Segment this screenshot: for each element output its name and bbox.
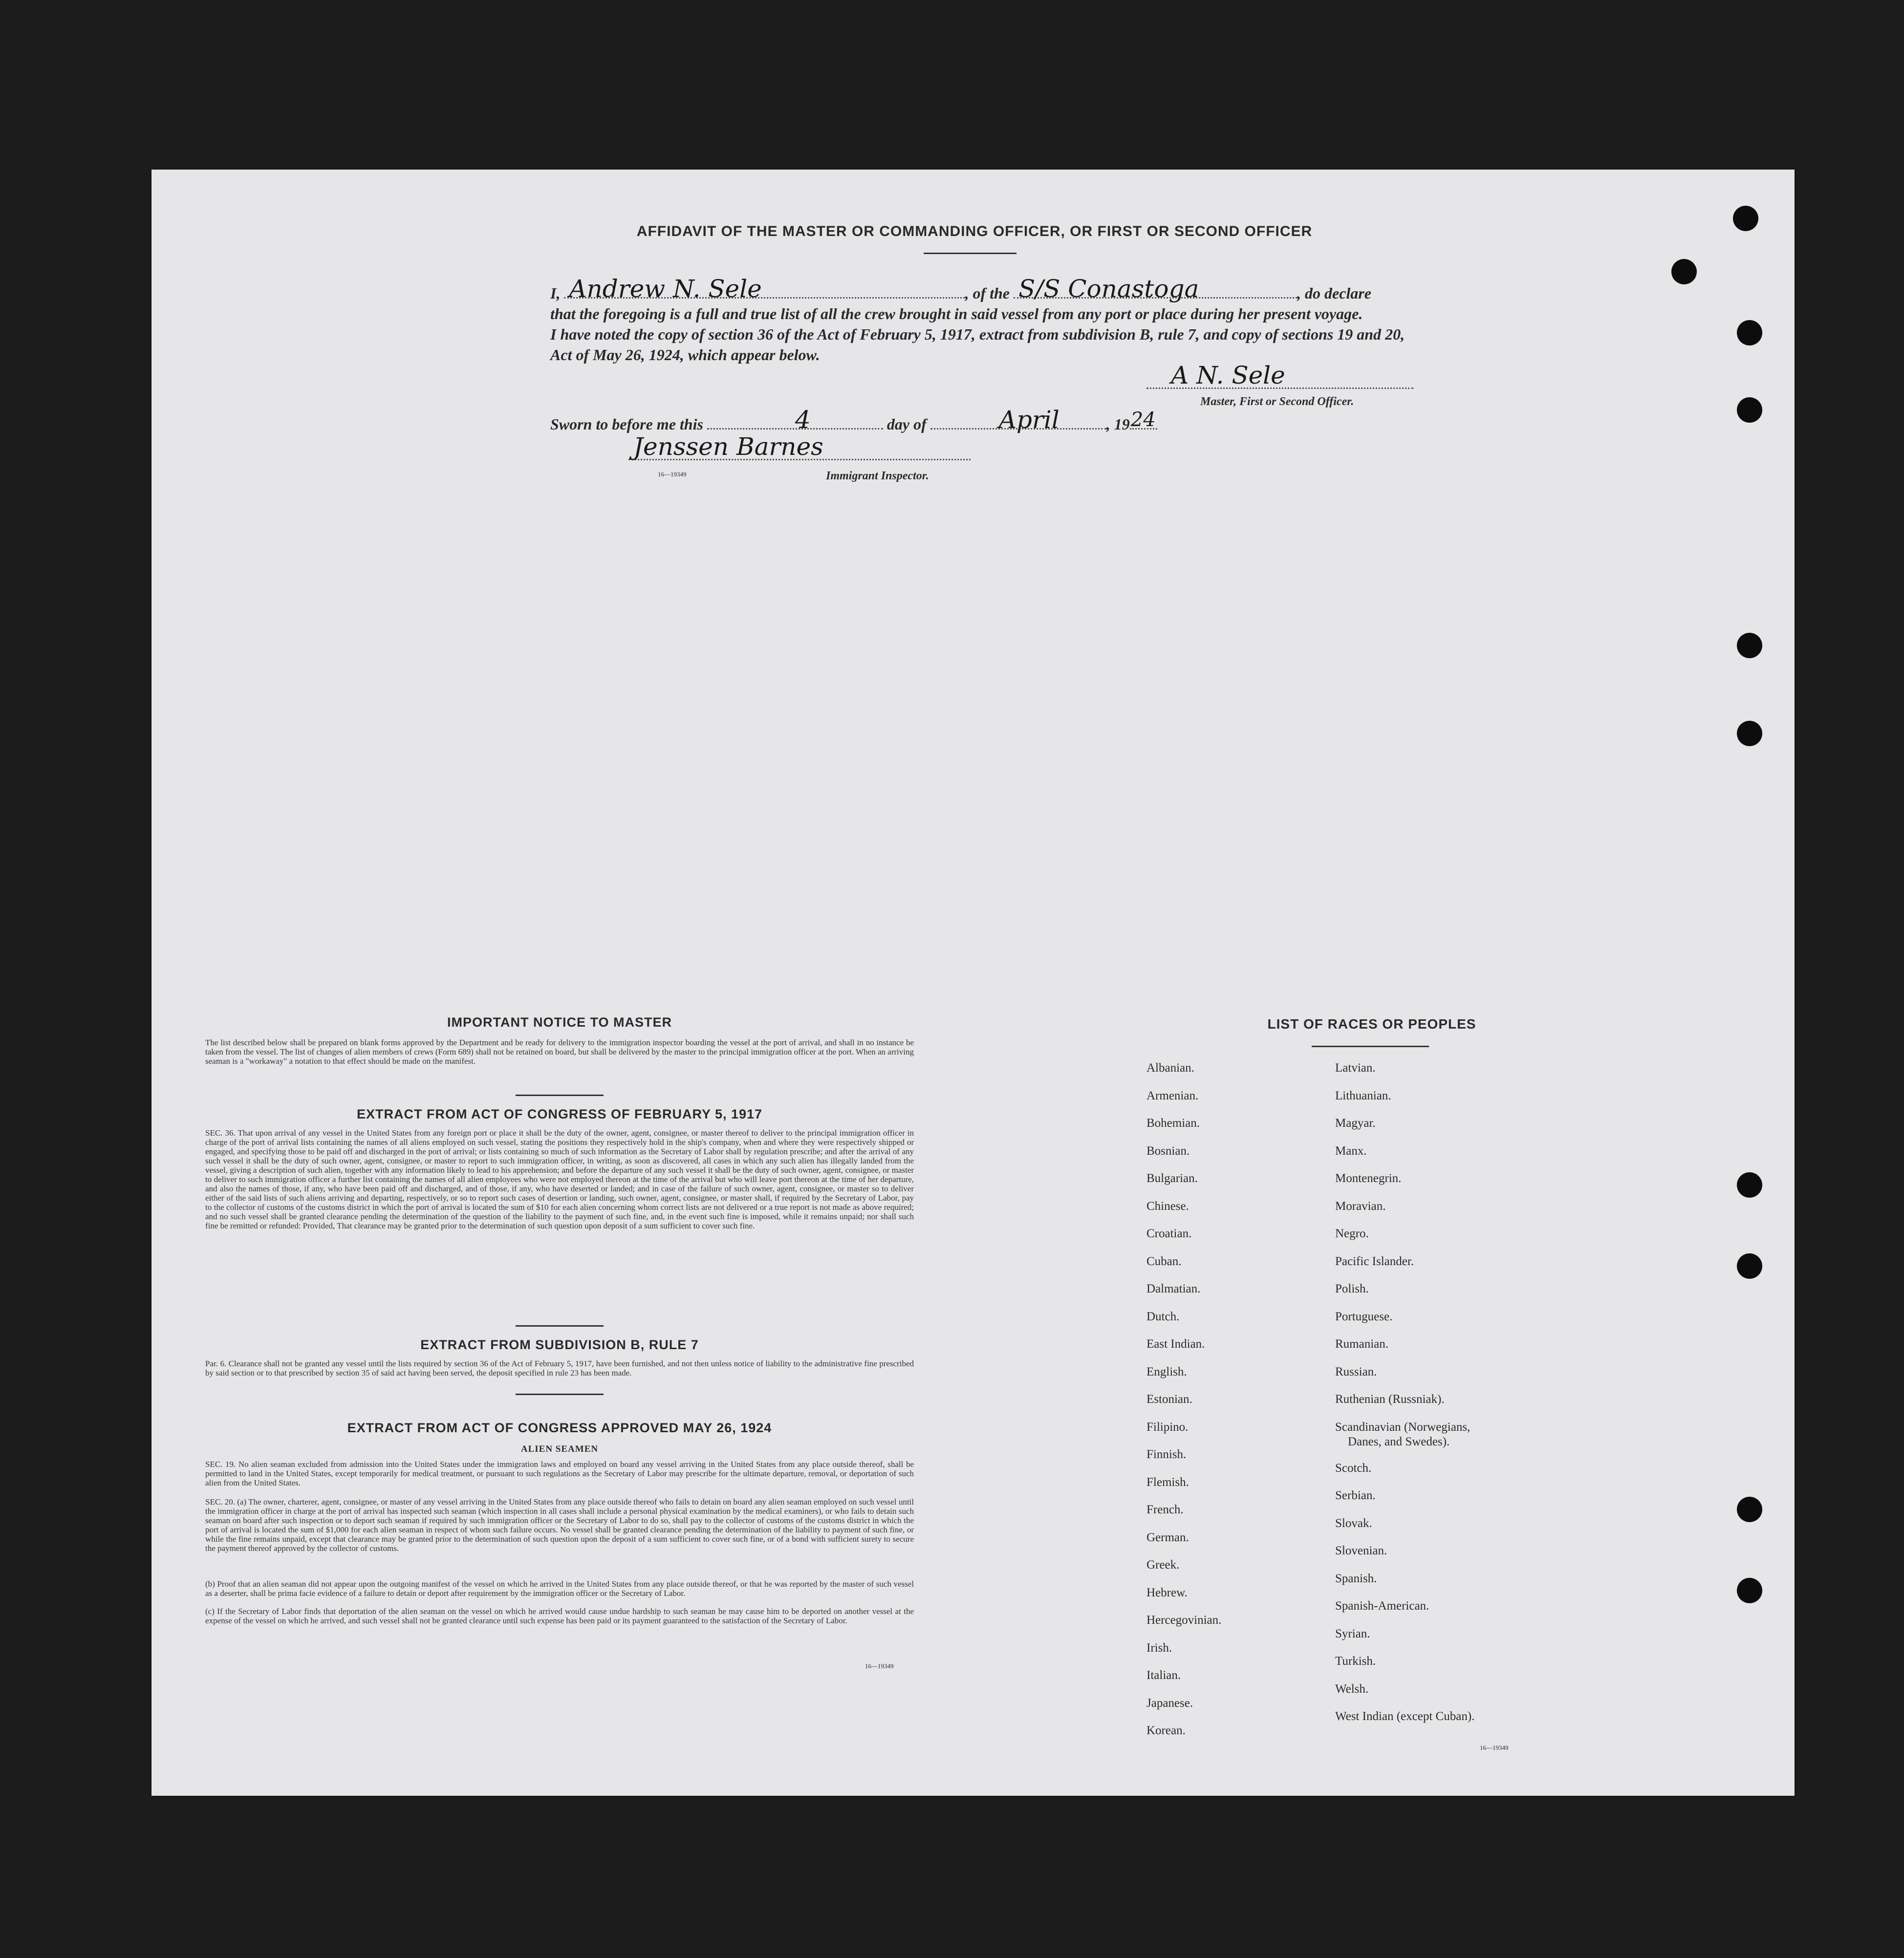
inspector-signature-field [628, 432, 971, 461]
races-title-rule [1312, 1046, 1429, 1047]
race-item: Welsh. [1335, 1682, 1369, 1696]
race-item: Montenegrin. [1335, 1172, 1402, 1185]
section-rule [516, 1325, 604, 1327]
title-rule [924, 253, 1017, 254]
race-item: Polish. [1335, 1282, 1369, 1295]
section-rule [516, 1095, 604, 1096]
race-item: Italian. [1147, 1669, 1181, 1682]
punch-hole [1737, 633, 1762, 658]
master-name-field [564, 275, 965, 303]
sworn-day-field [707, 406, 883, 434]
vessel-field [1014, 275, 1297, 303]
inspector-signature: Jenssen Barnes [633, 432, 823, 461]
race-item: Scandinavian (Norwegians, [1335, 1420, 1471, 1434]
race-item: Spanish-American. [1335, 1599, 1429, 1613]
race-item: Danes, and Swedes). [1348, 1435, 1450, 1448]
race-item: Bohemian. [1147, 1117, 1200, 1130]
race-item: Filipino. [1147, 1420, 1189, 1434]
affidavit-line-4: Act of May 26, 1924, which appear below. [550, 346, 820, 364]
punch-hole [1737, 721, 1762, 746]
race-item: Hercegovinian. [1147, 1614, 1222, 1627]
race-item: Chinese. [1147, 1199, 1189, 1213]
sworn-month-handwritten: April [998, 406, 1060, 434]
race-item: Syrian. [1335, 1627, 1370, 1640]
punch-hole [1737, 1172, 1762, 1198]
notice-title: IMPORTANT NOTICE TO MASTER [447, 1015, 672, 1030]
sec19-text: SEC. 19. No alien seaman excluded from admission into the United States under the immigration laws and employed on board any vessel arriving in the United States from any place outside thereof, shall be permitted to land in the United States, except temporarily for medical treatment, or pursuant to such regulations as the Secretary of Labor may prescribe for the ultimate departure, removal, or deportation of such alien from the United States. [205, 1460, 914, 1487]
sworn-month-field [930, 406, 1106, 434]
punch-hole [1737, 320, 1762, 345]
vessel-handwritten: S/S Conastoga [1018, 275, 1199, 303]
extract-1924-title: EXTRACT FROM ACT OF CONGRESS APPROVED MAY 26, 1924 [347, 1420, 772, 1435]
race-item: Slovak. [1335, 1516, 1372, 1530]
master-name-handwritten: Andrew N. Sele [569, 275, 762, 303]
sworn-year-handwritten: 24 [1130, 409, 1156, 431]
race-item: Magyar. [1335, 1117, 1376, 1130]
line1-prefix: I, [550, 284, 561, 302]
extract-1917-text: SEC. 36. That upon arrival of any vessel in the United States from any foreign port or place it shall be the duty of the owner, agent, consignee, or master thereof to deliver to the principal immigration officer in charge of the port of arrival lists containing the names of all aliens employed on such vessel, stating the positions they respectively hold in the ship's company, when and where they were respectively shipped or engaged, and specifying those to be paid off and discharged in the port of arrival; or lists containing so much of such information as the Secretary of Labor shall by regulation prescribe; and after the arrival of any such vessel it shall be the duty of such owner, agent, consignee, or master to report to such immigration officer, in writing, as soon as discovered, all cases in which any such alien has illegally landed from the vessel, giving a description of such alien, together with any information likely to lead to his apprehension; and before the departure of any such vessel it shall be the duty of such owner, agent, consignee, or master to deliver to such immigration officer a further list containing the names of all alien employees who were not employed thereon at the time of the arrival but who will leave port thereon at the time of her departure, and also the names of those, if any, who have been paid off and discharged, and of those, if any, who have deserted or landed; and in case of the failure of such owner, agent, consignee, or master so to deliver either of the said lists of such aliens arriving and departing, respectively, or so to report such cases of desertion or landing, such owner, agent, consignee, or master shall, if required by the Secretary of Labor, pay to the collector of customs of the customs district in which the port of arrival is located the sum of $10 for each alien concerning whom correct lists are not delivered or a true report is not made as above required; and no such vessel shall be granted clearance pending the determination of the question of the liability to the payment of such fine, and, in the event such fine is imposed, while it remains unpaid; nor shall such fine be remitted or refunded: Provided, That clearance may be granted prior to the determination of such question upon deposit of a sum sufficient to cover such fine. [205, 1128, 914, 1230]
sec20c-text: (c) If the Secretary of Labor finds that deportation of the alien seaman on the vessel on which he arrived would cause undue hardship to such seaman he may cause him to be deported on another vessel at the expense of the vessel on which he arrived, and such vessel shall not be granted clearance until such expense has been paid or its payment guaranteed to the satisfaction of the Secretary of Labor. [205, 1607, 914, 1625]
race-item: Spanish. [1335, 1571, 1377, 1585]
races-form-code: 16—19349 [1480, 1744, 1509, 1751]
sworn-year-field [1130, 409, 1157, 431]
sworn-line [550, 406, 1435, 434]
sec20a-text: SEC. 20. (a) The owner, charterer, agent, consignee, or master of any vessel arriving in the United States from any place outside thereof who fails to detain on board any alien seaman employed on such vessel until the immigration officer in charge at the port of arrival has inspected such seaman (which inspection in all cases shall include a personal physical examination by the medical examiners), or who fails to detain such seaman on board after such inspection or to deport such seaman if required by such immigration officer or the Secretary of Labor to do so, shall pay to the collector of customs of the customs district in which the port of arrival is located the sum of $1,000 for each alien seaman in respect of whom such failure occurs. No vessel shall be granted clearance pending the determination of the liability to payment of such fine, or while the fine remains unpaid, except that clearance may be granted prior to the determination of such question upon the deposit of a sum sufficient to cover such fine, or of a bond with sufficient surety to secure the payment thereof approved by the collector of customs. [205, 1497, 914, 1553]
race-item: Dutch. [1147, 1310, 1180, 1323]
race-item: Cuban. [1147, 1254, 1182, 1268]
line1-mid: , of the [965, 284, 1010, 302]
affidavit-line-1 [550, 275, 1435, 303]
race-item: Russian. [1335, 1365, 1377, 1378]
race-item: Flemish. [1147, 1475, 1189, 1489]
race-item: Albanian. [1147, 1061, 1194, 1075]
race-item: Bosnian. [1147, 1144, 1190, 1158]
master-signature: A N. Sele [1171, 361, 1285, 389]
sworn-prefix: Sworn to before me this [550, 415, 703, 433]
race-item: Hebrew. [1147, 1586, 1188, 1599]
affidavit-line-2: that the foregoing is a full and true list of all the crew brought in said vessel from any port or place during her present voyage. [550, 305, 1363, 323]
race-item: Armenian. [1147, 1089, 1199, 1102]
race-item: Dalmatian. [1147, 1282, 1201, 1295]
punch-hole [1733, 206, 1758, 231]
sworn-day-handwritten: 4 [795, 406, 811, 434]
sworn-year-prefix: , 19 [1106, 415, 1130, 433]
races-title: LIST OF RACES OR PEOPLES [1267, 1016, 1476, 1032]
race-item: Croatian. [1147, 1227, 1192, 1240]
sworn-mid: day of [887, 415, 927, 433]
inspector-caption: Immigrant Inspector. [826, 470, 929, 482]
race-item: Ruthenian (Russniak). [1335, 1393, 1445, 1406]
race-item: Negro. [1335, 1227, 1369, 1240]
document-page [151, 170, 1795, 1796]
race-item: Moravian. [1335, 1199, 1386, 1213]
race-item: Japanese. [1147, 1696, 1193, 1710]
race-item: Greek. [1147, 1558, 1180, 1571]
rule7-text: Par. 6. Clearance shall not be granted any vessel until the lists required by section 36 of the Act of February 5, 1917, have been furnished, and not then unless notice of liability to the administrative fine prescribed by said section or to that prescribed by section 35 of said act having been served, the deposit specified in rule 23 has been made. [205, 1359, 914, 1377]
rule7-title: EXTRACT FROM SUBDIVISION B, RULE 7 [420, 1337, 699, 1352]
master-caption: Master, First or Second Officer. [1200, 395, 1354, 408]
race-item: Manx. [1335, 1144, 1367, 1158]
race-item: Estonian. [1147, 1393, 1192, 1406]
race-item: Turkish. [1335, 1655, 1376, 1668]
affidavit-title: AFFIDAVIT OF THE MASTER OR COMMANDING OFFICER, OR FIRST OR SECOND OFFICER [636, 223, 1313, 239]
extract-form-code: 16—19349 [865, 1662, 894, 1670]
race-item: Bulgarian. [1147, 1172, 1198, 1185]
race-item: English. [1147, 1365, 1187, 1378]
race-item: Latvian. [1335, 1061, 1376, 1075]
race-item: Portuguese. [1335, 1310, 1393, 1323]
race-item: Scotch. [1335, 1461, 1372, 1475]
race-item: Slovenian. [1335, 1544, 1387, 1557]
race-item: Serbian. [1335, 1489, 1376, 1502]
race-item: Irish. [1147, 1641, 1172, 1655]
alien-seamen-subtitle: ALIEN SEAMEN [520, 1444, 599, 1454]
line1-suffix: , do declare [1297, 284, 1371, 302]
race-item: Finnish. [1147, 1448, 1187, 1461]
punch-hole [1737, 1578, 1762, 1603]
section-rule [516, 1394, 604, 1395]
race-item: German. [1147, 1530, 1189, 1544]
notice-text: The list described below shall be prepared on blank forms approved by the Department and be ready for delivery to the immigration inspector boarding the vessel at the port of arrival, and shall in no instance be taken from the vessel. The list of changes of alien members of crews (Form 689) shall not be retained on board, but shall be delivered by the master to the principal immigration officer at the port. When an arriving seaman is a "workaway" a notation to that effect should be made on the manifest. [205, 1038, 914, 1066]
punch-hole [1671, 259, 1697, 284]
race-item: French. [1147, 1503, 1184, 1516]
punch-hole [1737, 1253, 1762, 1279]
race-item: East Indian. [1147, 1337, 1205, 1351]
race-item: Pacific Islander. [1335, 1254, 1414, 1268]
extract-1917-title: EXTRACT FROM ACT OF CONGRESS OF FEBRUARY 5, 1917 [356, 1107, 763, 1121]
affidavit-line-3: I have noted the copy of section 36 of the Act of February 5, 1917, extract from subdivision B, rule 7, and copy of sections 19 and 20, [550, 325, 1405, 343]
master-signature-field [1147, 361, 1413, 389]
race-item: Rumanian. [1335, 1337, 1389, 1351]
punch-hole [1737, 397, 1762, 423]
sec20b-text: (b) Proof that an alien seaman did not appear upon the outgoing manifest of the vessel on which he arrived in the United States from any place outside thereof, or that he was reported by the master of such vessel as a deserter, shall be prima facie evidence of a failure to detain or deport after requirement by the immigration officer or the Secretary of Labor. [205, 1579, 914, 1598]
race-item: Korean. [1147, 1724, 1186, 1737]
punch-hole [1737, 1497, 1762, 1522]
race-item: West Indian (except Cuban). [1335, 1710, 1475, 1723]
race-item: Lithuanian. [1335, 1089, 1391, 1102]
affidavit-form-code: 16—19349 [658, 471, 687, 478]
